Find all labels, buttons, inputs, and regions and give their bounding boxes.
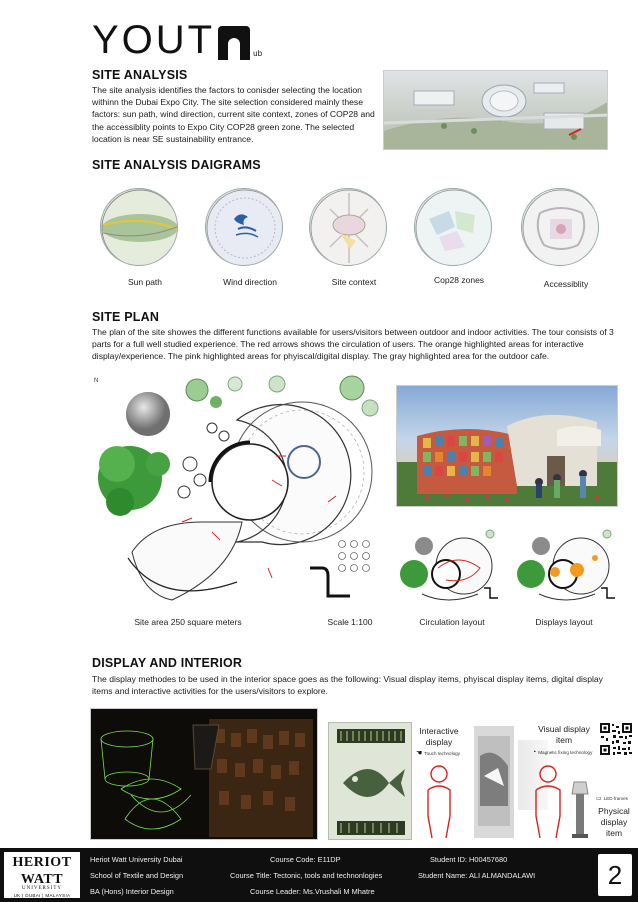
aerial-site-photo: [383, 70, 608, 150]
circulation-layout-drawing: [398, 528, 506, 612]
cop28-zones-diagram: [414, 188, 492, 266]
fish-display-panel: [328, 722, 412, 840]
cop28-zones-caption: Cop28 zones: [433, 275, 485, 285]
interactive-display-caption: Interactive display: [419, 726, 459, 747]
footer-course-leader: Course Leader: Ms.Vrushali M Mhatre: [250, 887, 375, 896]
display-heading: DISPLAY AND INTERIOR: [92, 656, 243, 670]
magnet-icon: ◔: [532, 749, 537, 756]
accessibility-diagram: [521, 188, 599, 266]
site-area-caption: Site area 250 square meters: [134, 617, 242, 627]
displays-layout-caption: Displays layout: [535, 617, 593, 627]
diagrams-heading: SITE ANALYSIS DAIGRAMS: [92, 158, 261, 172]
interior-render-photo: [90, 708, 318, 840]
site-plan-drawing: [92, 372, 390, 614]
footer-university: Heriot Watt University Dubai: [90, 855, 183, 864]
heriot-watt-logo: [4, 852, 80, 898]
wind-direction-diagram: [205, 188, 283, 266]
svg-text:N: N: [94, 378, 99, 384]
logo-line-university: UNIVERSITY: [22, 886, 62, 891]
sun-path-diagram: [100, 188, 178, 266]
human-figure-interactive: [414, 760, 464, 840]
magnetic-fixing-label: Magnetic fixing technology: [538, 750, 593, 755]
wind-direction-caption: Wind direction: [223, 277, 277, 287]
touch-technology-note: [416, 749, 460, 757]
page-number: 2: [598, 854, 632, 896]
accessibility-caption: Accessiblity: [543, 279, 589, 289]
logo-h-glyph: [218, 26, 250, 60]
visual-display-caption: Visual display item: [538, 724, 590, 745]
site-context-diagram: [309, 188, 387, 266]
footer-student-id: Student ID: H00457680: [430, 855, 508, 864]
touch-technology-label: Touch technology: [424, 750, 461, 756]
scale-caption: Scale 1:100: [327, 617, 373, 627]
human-figure-visual: [528, 760, 568, 840]
displays-layout-drawing: [515, 528, 621, 612]
footer-course-title: Course Title: Tectonic, tools and technonlogies: [230, 871, 383, 880]
exterior-render-photo: [396, 385, 618, 507]
logo-campuses: UK | DUBAI | MALAYSIA: [13, 893, 71, 898]
led-icon: ▭: [596, 796, 602, 802]
site-plan-text: The plan of the site showes the different functions available for users/visitors between outdoor and indoor activities. The tour consists of 3 parts for a full well studied experience. The red arrows shows the circulation of users. The orange highlighted areas for interactive display/experience. The pink highlighted areas for phyiscal/digital display. The gray highlighted area for the outdoor cafe.: [92, 327, 614, 362]
logo-line-watt: WATT: [20, 872, 64, 887]
logo-line-heriot: HERIOT: [12, 855, 72, 870]
logo-text: YOUT: [92, 18, 216, 62]
footer-course-code: Course Code: E11DP: [270, 855, 341, 864]
magnetic-fixing-note: [532, 749, 592, 756]
sun-path-caption: Sun path: [127, 277, 163, 287]
site-plan-heading: SITE PLAN: [92, 310, 160, 324]
visual-display-panel: [470, 726, 518, 838]
footer-bar: [0, 848, 638, 902]
site-analysis-text: The site analysis identifies the factors to conisder selecting the location withinn the Dubai Expo City. The site selection considered mainly these factors: sun path, wind direction, current site context, zones of COP28 and the accessiblity points to Expo City COP28 green zone. The selected location is near SE sustainability entrance.: [92, 85, 375, 144]
hand-touch-icon: ☚: [416, 750, 423, 757]
logo-suffix: ub: [253, 49, 263, 58]
site-context-caption: Site context: [331, 277, 377, 287]
qr-code[interactable]: [599, 722, 633, 756]
footer-student-name: Student Name: ALI ALMANDALAWI: [418, 871, 536, 880]
led-frames-note: [596, 795, 628, 802]
site-analysis-heading: SITE ANALYSIS: [92, 68, 188, 82]
physical-display-caption: Physical display item: [598, 806, 630, 838]
led-frames-label: LED frames: [603, 796, 628, 801]
physical-display-stand: [568, 780, 592, 838]
display-text: The display methodes to be used in the interior space goes as the following: Visual display items, phyiscal display items, digital display items and interactive activities for the users/visitors to explore.: [92, 674, 603, 697]
circulation-layout-caption: Circulation layout: [419, 617, 485, 627]
footer-school: School of Textile and Design: [90, 871, 184, 880]
project-logo: [92, 16, 262, 60]
footer-program: BA (Hons) Interior Design: [90, 887, 174, 896]
